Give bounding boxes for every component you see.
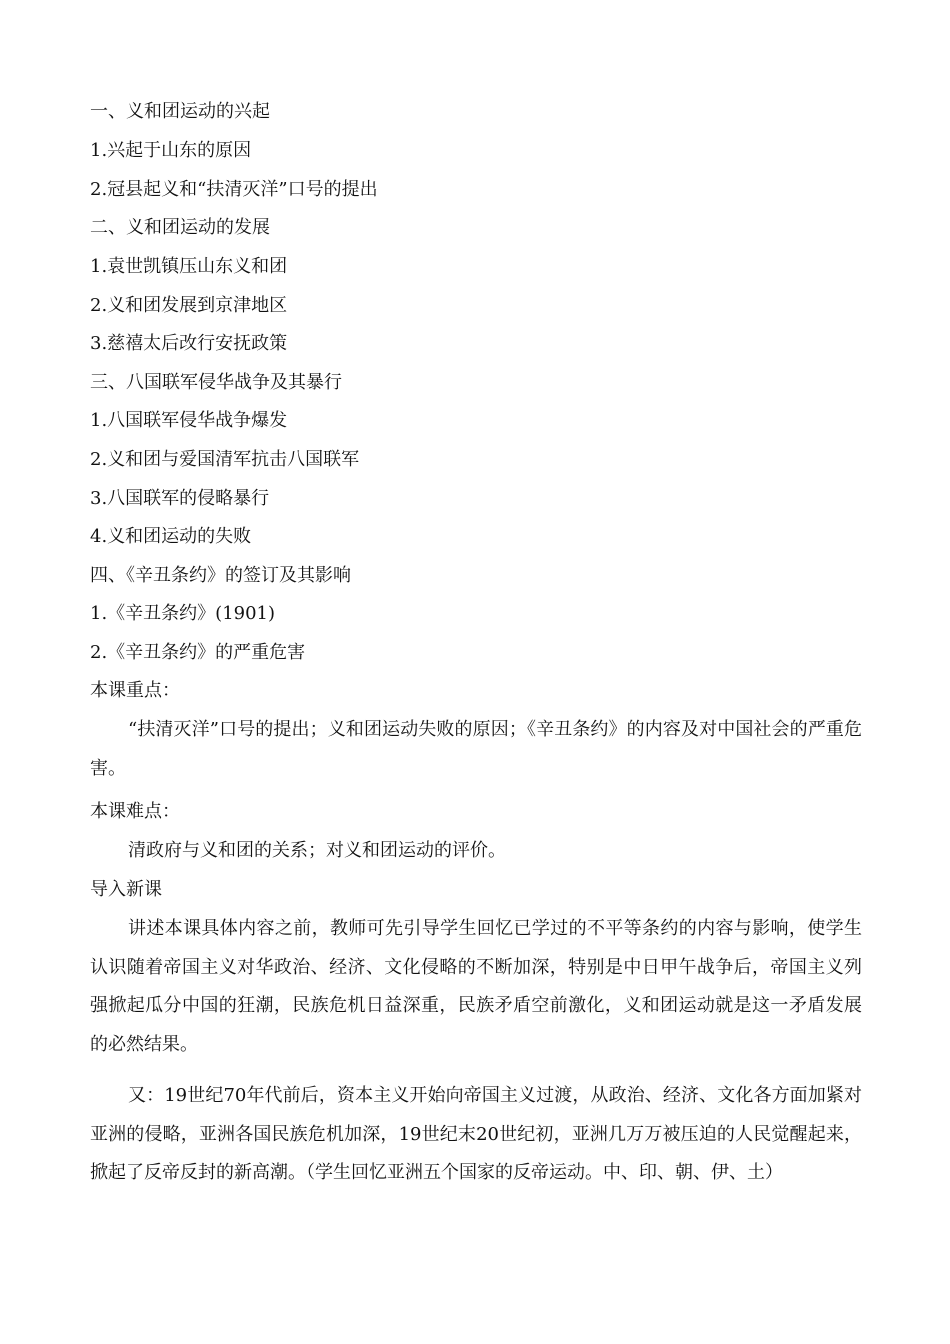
section-4-title: 四、《辛丑条约》的签订及其影响 — [90, 565, 351, 586]
key-points-text: “扶清灭洋”口号的提出；义和团运动失败的原因；《辛丑条约》的内容及对中国社会的严重危害。 — [90, 719, 862, 779]
section-2-item-3: 3.慈禧太后改行安抚政策 — [90, 333, 288, 354]
section-2-item-2: 2.义和团发展到京津地区 — [90, 295, 288, 316]
section-3-item-2: 2.义和团与爱国清军抗击八国联军 — [90, 449, 360, 470]
intro-paragraph-2: 又：19世纪70年代前后，资本主义开始向帝国主义过渡，从政治、经济、文化各方面加紧对亚洲的侵略，亚洲各国民族危机加深，19世纪末20世纪初，亚洲几万万被压迫的人民觉醒起来，掀起了反帝反封的新高潮。（学生回忆亚洲五个国家的反帝运动。中、印、朝、伊、土） — [90, 1085, 862, 1183]
section-3-title: 三、八国联军侵华战争及其暴行 — [90, 372, 342, 393]
section-1-item-2: 2.冠县起义和“扶清灭洋”口号的提出 — [90, 179, 378, 200]
section-3-item-1: 1.八国联军侵华战争爆发 — [90, 410, 288, 431]
intro-heading: 导入新课 — [90, 879, 162, 900]
section-1-item-1: 1.兴起于山东的原因 — [90, 140, 252, 161]
section-2-title: 二、义和团运动的发展 — [90, 217, 270, 238]
section-3-item-4: 4.义和团运动的失败 — [90, 526, 252, 547]
difficult-points-heading: 本课难点： — [90, 801, 180, 822]
section-3-item-3: 3.八国联军的侵略暴行 — [90, 488, 270, 509]
difficult-points-text: 清政府与义和团的关系；对义和团运动的评价。 — [128, 840, 506, 861]
section-4-item-2: 2.《辛丑条约》的严重危害 — [90, 642, 306, 663]
intro-paragraph-1: 讲述本课具体内容之前，教师可先引导学生回忆已学过的不平等条约的内容与影响，使学生认识随着帝国主义对华政治、经济、文化侵略的不断加深，特别是中日甲午战争后，帝国主义列强掀起瓜分中国的狂潮，民族危机日益深重，民族矛盾空前激化，义和团运动就是这一矛盾发展的必然结果。 — [90, 918, 862, 1055]
section-2-item-1: 1.袁世凯镇压山东义和团 — [90, 256, 288, 277]
section-1-title: 一、义和团运动的兴起 — [90, 101, 270, 122]
section-4-item-1: 1.《辛丑条约》(1901) — [90, 603, 276, 624]
key-points-heading: 本课重点： — [90, 680, 180, 701]
